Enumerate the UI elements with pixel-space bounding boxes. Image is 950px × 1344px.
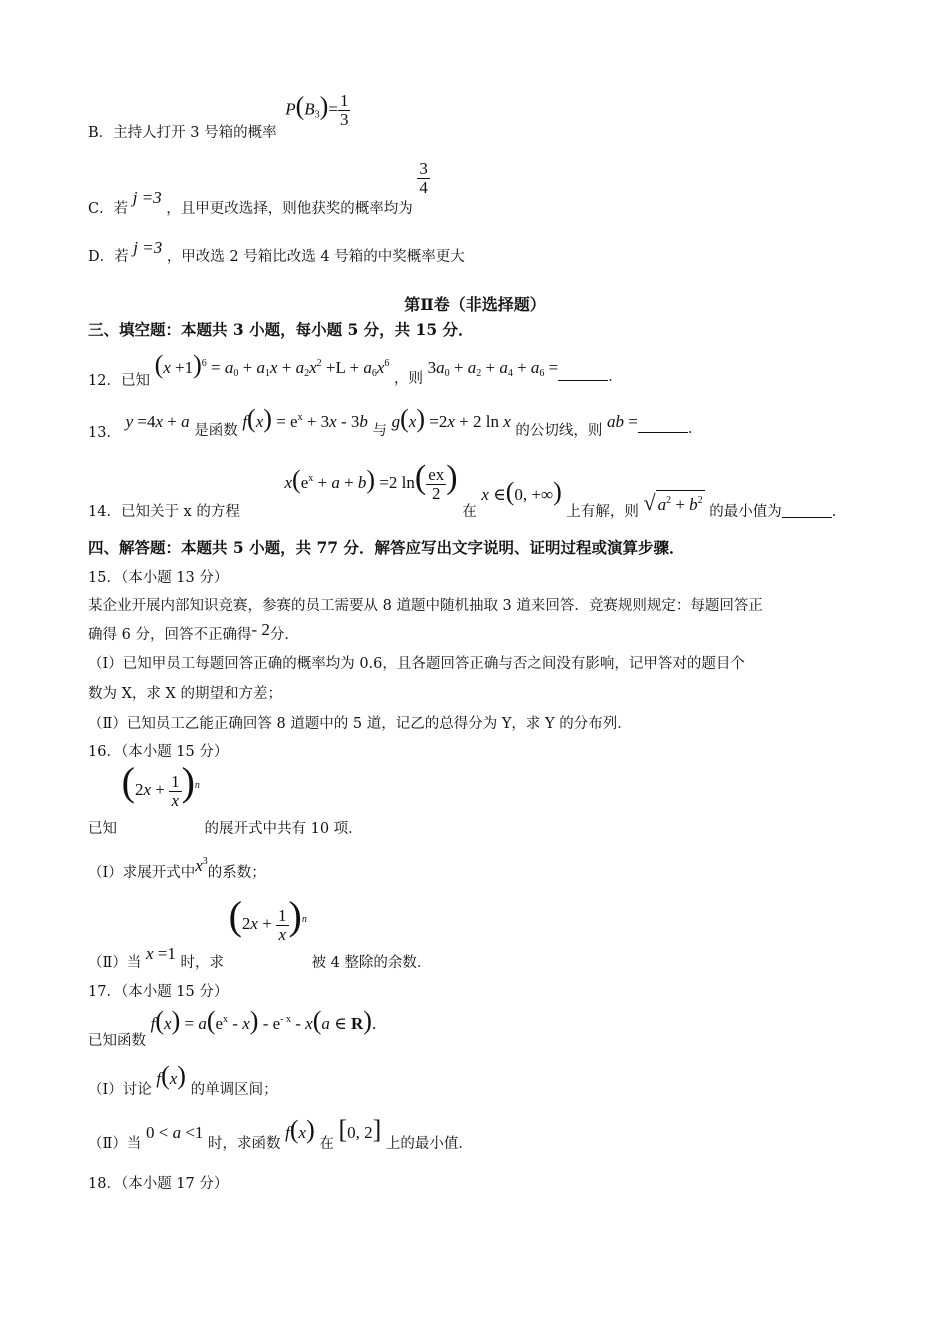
answer-blank[interactable] xyxy=(638,418,688,433)
q14-equation: $x(e^x + a + b) =2$ ln( $\frac{ex}{2}$ ) xyxy=(284,459,458,503)
question-14: 14．已知关于 x 的方程 $x(e^x + a + b) =2$ ln( $\frac{ex}{2}$ ) 在 x ∈(0, +∞) 上有解，则 √ $a^2 + b^2$ 的最小值为 ． xyxy=(88,459,847,521)
option-d-text: ，甲改选 2 号箱比改选 4 号箱的中奖概率更大 xyxy=(166,249,465,265)
q17-fx-2: f(x) xyxy=(285,1115,315,1144)
q15-paragraph-1: 某企业开展内部知识竞赛，参赛的员工需要从 8 道题中随机抽取 3 道来回答．竞赛规则规定：每题回答正 xyxy=(88,598,763,614)
option-b xyxy=(88,91,350,141)
answer-blank[interactable] xyxy=(558,366,608,381)
q15-header: 15．（本小题 13 分） xyxy=(88,570,229,586)
q16-x-cubed: $x^3$ xyxy=(195,856,208,875)
q16-header: 16．（本小题 15 分） xyxy=(88,744,229,760)
q17-a-range: 0 < a <1 xyxy=(145,1123,204,1142)
q17-fx: f(x) xyxy=(156,1061,186,1090)
fraction: $\frac{3}{4}$ xyxy=(419,159,428,197)
q16-part-1: （Ⅰ）求展开式中$x^3$的系数； xyxy=(88,856,266,881)
q13-ab: ab = xyxy=(606,412,638,431)
q18-header: 18．（本小题 17 分） xyxy=(88,1176,229,1192)
q15-part-1-b: 数为 X，求 X 的期望和方差； xyxy=(88,686,282,702)
option-c-condition: j =3 xyxy=(132,187,162,207)
q16-x-equals-1: x =1 xyxy=(145,944,176,963)
q15-paragraph-2: 确得 6 分，回答不正确得- 2分． xyxy=(88,620,299,643)
q14-sqrt: √ $a^2 + b^2$ xyxy=(643,490,703,516)
q17-interval: [0, 2] xyxy=(338,1115,382,1144)
answer-blank[interactable] xyxy=(782,503,832,518)
q13-f: $f(x) = e^x + 3x - 3b$ xyxy=(242,404,368,433)
q17-intro: 已知函数 $f(x) = a(e^x - x) - e^{- x} - x(a$ ∈ R). xyxy=(88,1006,377,1049)
fraction: $\frac{1}{3}$ xyxy=(339,91,349,129)
question-12: 12．已知 $(x +1)^6 = a_0 + a_1x + a_2x^2 +L + a_6x^6$ ，则 $3a_0 + a_2 + a_4 + a_6$ = ． xyxy=(88,350,623,389)
option-c-text: ，且甲更改选择，则他获奖的概率均为 xyxy=(166,200,413,217)
q17-part-1: （Ⅰ）讨论 f(x) 的单调区间； xyxy=(88,1061,278,1098)
option-c-label: C．若 xyxy=(88,200,129,217)
q17-part-2: （Ⅱ）当 0 < a <1 时，求函数 f(x) 在 [0, 2] 上的最小值． xyxy=(88,1115,473,1152)
q17-header: 17．（本小题 15 分） xyxy=(88,984,229,1000)
q13-g: g(x) =2x + 2 ln x xyxy=(391,404,511,433)
section-3-heading: 三、填空题：本题共 3 小题，每小题 5 分，共 15 分． xyxy=(88,320,474,339)
q16-part-2: （Ⅱ）当 x =1 时，求 (2x + $\frac{1}{x}$ )$^n$ 被 4 整除的余数． xyxy=(88,893,432,971)
question-13: 13． y =4x + a 是函数 $f(x) = e^x + 3x - 3b$ 与 g(x) =2x + 2 ln x 的公切线，则 ab = ． xyxy=(88,404,703,441)
q16-binomial: (2x + $\frac{1}{x}$ )$^n$ xyxy=(121,759,200,810)
q15-part-2: （Ⅱ）已知员工乙能正确回答 8 道题中的 5 道，记乙的总得分为 Y，求 Y 的分布列． xyxy=(88,716,632,732)
section-4-heading: 四、解答题：本题共 5 小题，共 77 分．解答应写出文字说明、证明过程或演算步骤． xyxy=(88,538,685,557)
q14-domain: x ∈(0, +∞) xyxy=(481,477,562,507)
option-c xyxy=(88,158,430,217)
q15-part-1-a: （Ⅰ）已知甲员工每题回答正确的概率均为 0.6，且各题回答正确与否之间没有影响，记甲答对的题目个 xyxy=(88,656,745,672)
q13-line: y =4x + a xyxy=(125,412,190,431)
section-2-title: 第Ⅱ卷（非选择题） xyxy=(404,295,546,314)
q16-intro: 已知 (2x + $\frac{1}{x}$ )$^n$ 的展开式中共有 10 项． xyxy=(88,759,363,837)
option-d-label: D．若 xyxy=(88,249,129,265)
q16-binomial-2: (2x + $\frac{1}{x}$ )$^n$ xyxy=(228,893,307,944)
option-b-text: B．主持人打开 3 号箱的概率 xyxy=(88,124,277,141)
option-d xyxy=(88,238,465,265)
q12-sum: $3a_0 + a_2 + a_4 + a_6$ = xyxy=(427,358,559,379)
option-b-formula: $P(B_3)=$ $\frac{1}{3}$ xyxy=(285,91,349,129)
q12-expansion: $(x +1)^6 = a_0 + a_1x + a_2x^2 +L + a_6x^6$ xyxy=(154,350,390,379)
option-d-condition: j =3 xyxy=(133,238,163,257)
q15-negative-score: - 2 xyxy=(251,620,270,639)
q17-function: $f(x) = a(e^x - x) - e^{- x} - x(a$ ∈ R). xyxy=(150,1006,377,1035)
